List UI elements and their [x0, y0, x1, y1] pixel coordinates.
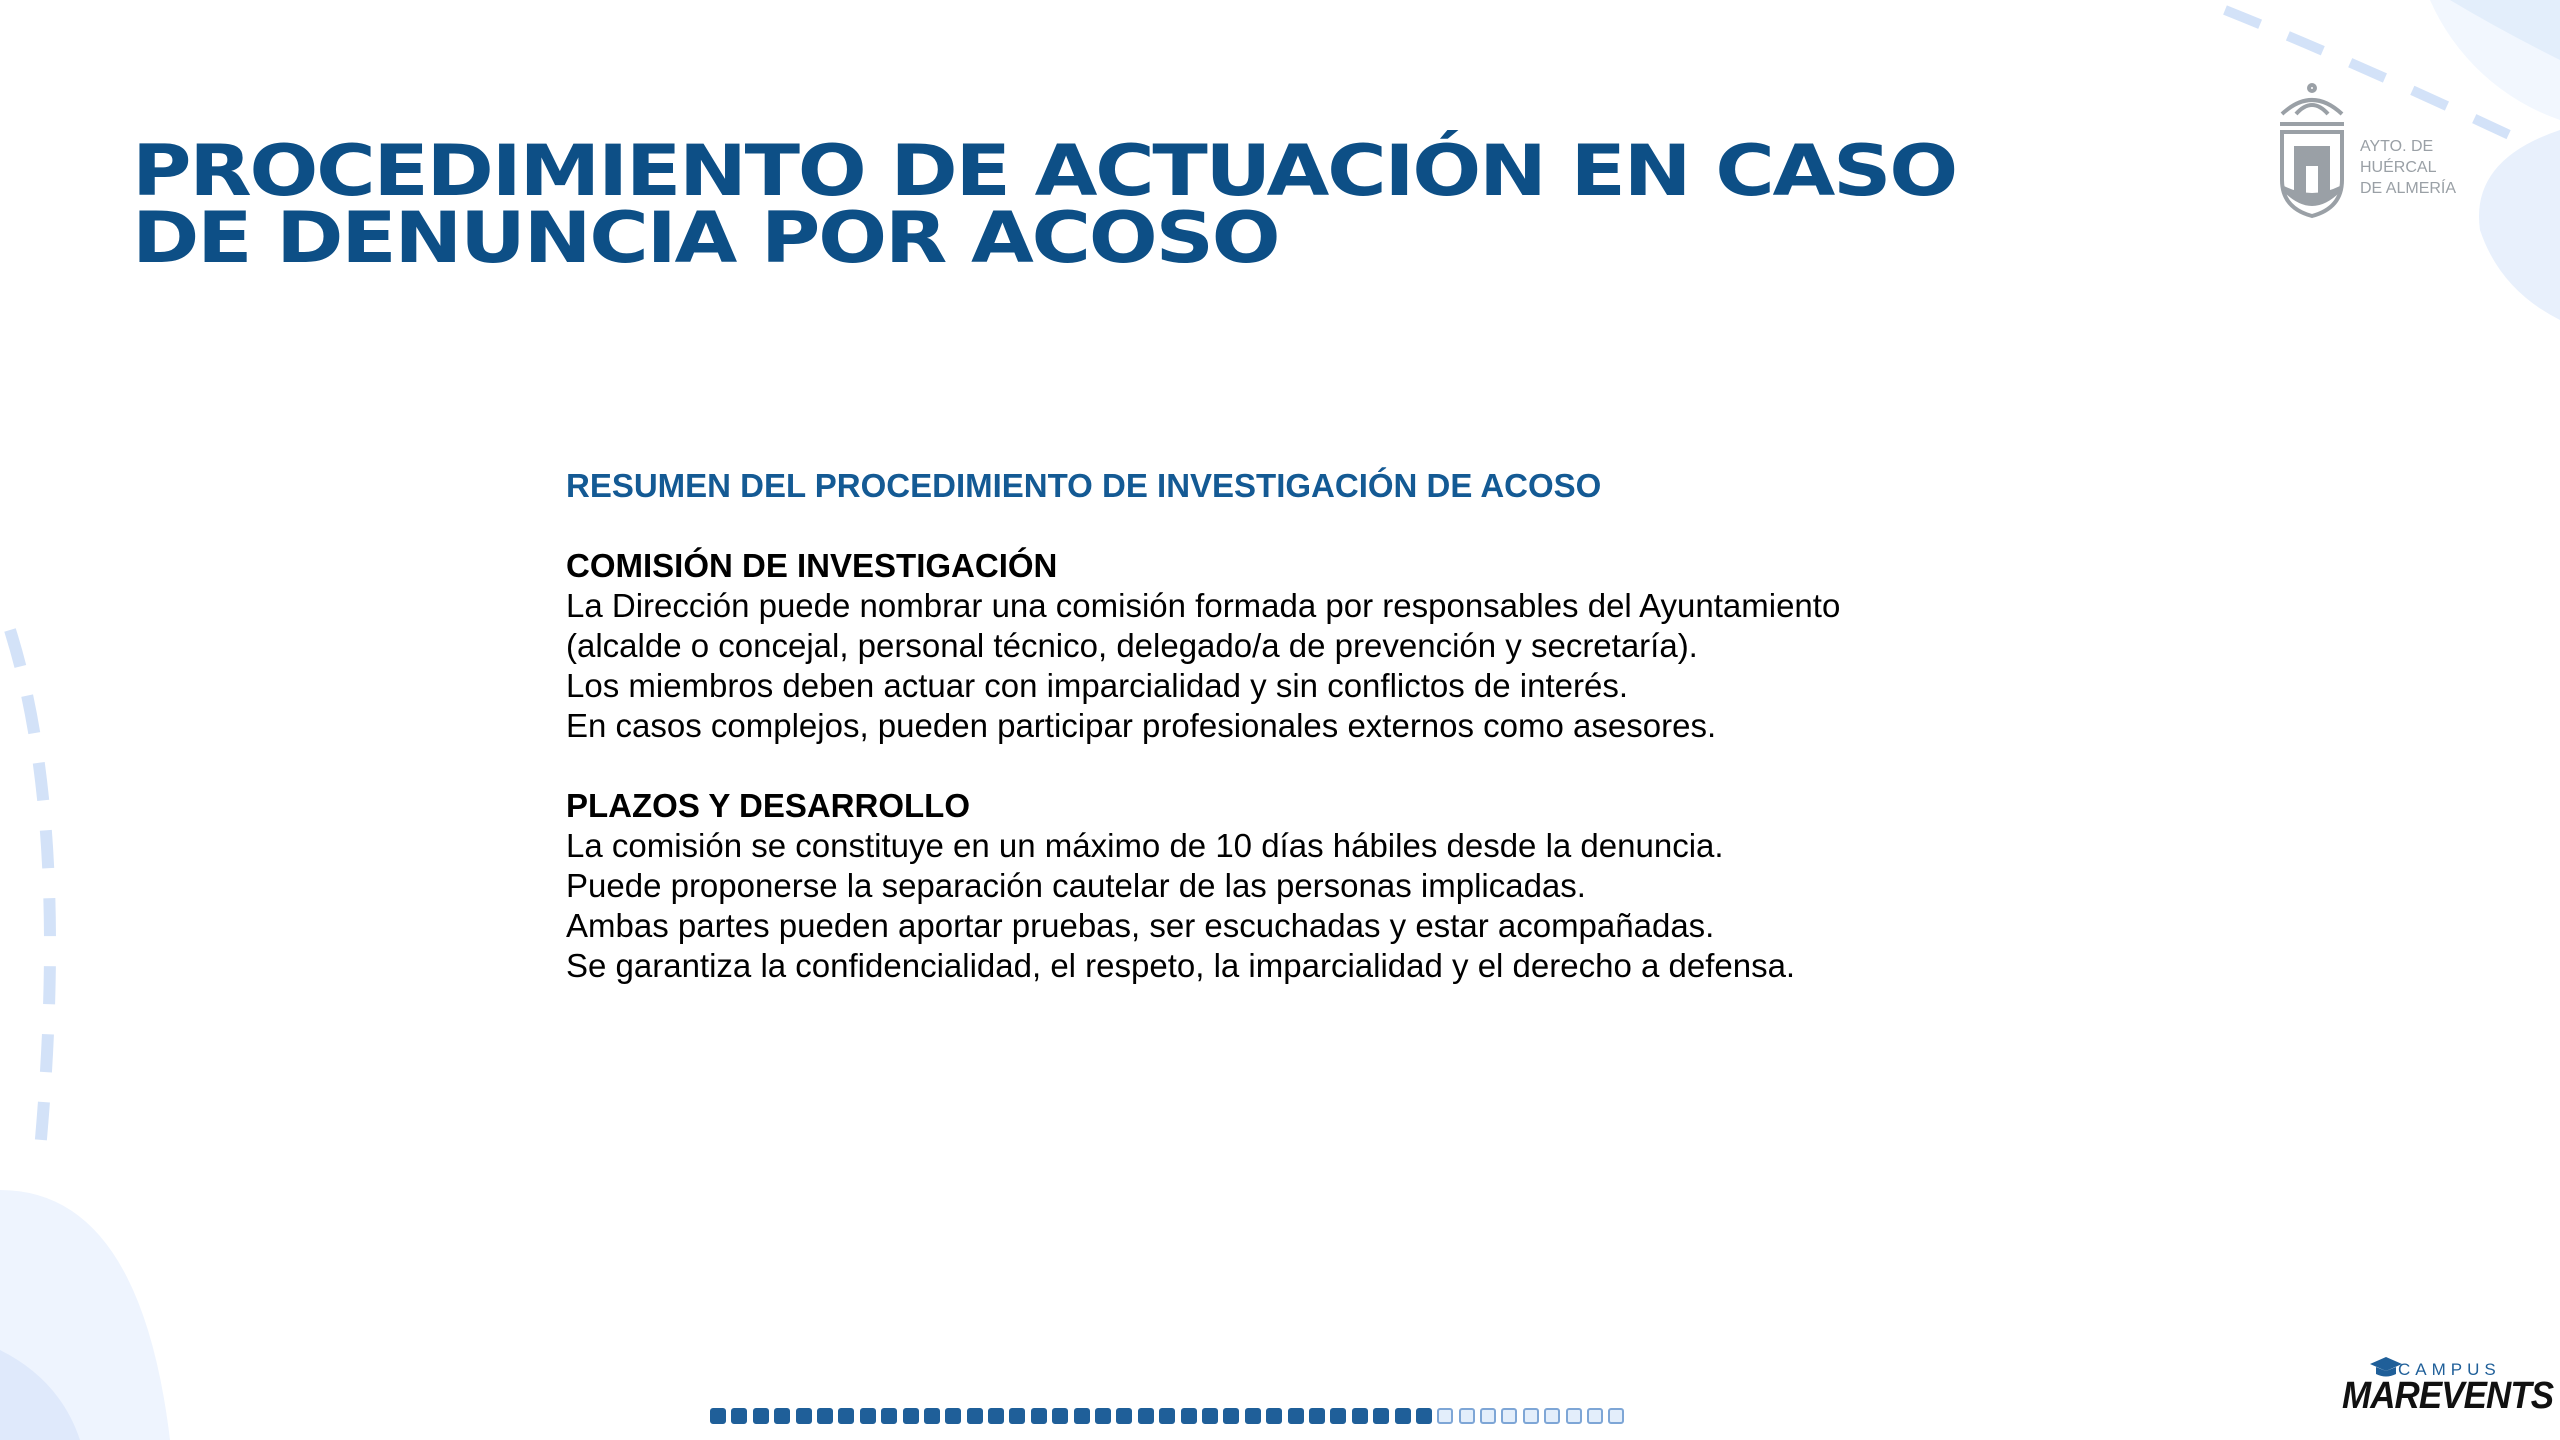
section-line: Puede proponerse la separación cautelar de las personas implicadas. — [566, 867, 1586, 904]
progress-step-completed — [753, 1408, 769, 1424]
progress-step-completed — [924, 1408, 940, 1424]
progress-step-pending — [1523, 1408, 1539, 1424]
progress-step-completed — [1159, 1408, 1175, 1424]
progress-step-completed — [1395, 1408, 1411, 1424]
progress-step-completed — [1288, 1408, 1304, 1424]
section-heading: PLAZOS Y DESARROLLO — [566, 787, 970, 824]
slide-progress-bar — [710, 1408, 1624, 1428]
logo-text — [2360, 136, 2456, 199]
slide-title-line: DE DENUNCIA POR ACOSO — [132, 197, 1279, 279]
progress-step-completed — [1116, 1408, 1132, 1424]
progress-step-completed — [860, 1408, 876, 1424]
progress-step-completed — [967, 1408, 983, 1424]
progress-step-pending — [1480, 1408, 1496, 1424]
section-line: La Dirección puede nombrar una comisión formada por responsables del Ayuntamiento — [566, 587, 1841, 624]
progress-step-pending — [1608, 1408, 1624, 1424]
progress-step-completed — [1309, 1408, 1325, 1424]
progress-step-completed — [710, 1408, 726, 1424]
progress-step-completed — [1138, 1408, 1154, 1424]
logo-text-line: DE ALMERÍA — [2360, 180, 2457, 197]
progress-step-completed — [731, 1408, 747, 1424]
section-deadlines — [566, 786, 2066, 986]
section-line: En casos complejos, pueden participar profesionales externos como asesores. — [566, 707, 1717, 744]
progress-step-completed — [903, 1408, 919, 1424]
section-commission — [566, 546, 2066, 746]
progress-step-completed — [1223, 1408, 1239, 1424]
progress-step-completed — [1416, 1408, 1432, 1424]
progress-step-pending — [1544, 1408, 1560, 1424]
slide-title-line: PROCEDIMIENTO DE ACTUACIÓN EN CASO — [132, 130, 1956, 212]
progress-step-completed — [1245, 1408, 1261, 1424]
section-line: Ambas partes pueden aportar pruebas, ser escuchadas y estar acompañadas. — [566, 907, 1715, 944]
progress-step-completed — [945, 1408, 961, 1424]
progress-step-pending — [1566, 1408, 1582, 1424]
section-line: Los miembros deben actuar con imparcialidad y sin conflictos de interés. — [566, 667, 1629, 704]
progress-step-completed — [1330, 1408, 1346, 1424]
section-line: Se garantiza la confidencialidad, el respeto, la imparcialidad y el derecho a defensa. — [566, 947, 1796, 984]
progress-step-completed — [796, 1408, 812, 1424]
progress-step-pending — [1459, 1408, 1475, 1424]
progress-step-completed — [881, 1408, 897, 1424]
progress-step-completed — [1266, 1408, 1282, 1424]
section-heading: COMISIÓN DE INVESTIGACIÓN — [566, 547, 1058, 584]
section-line: (alcalde o concejal, personal técnico, delegado/a de prevención y secretaría). — [566, 627, 1698, 664]
logo-text-line: HUÉRCAL — [2360, 159, 2437, 176]
logo-text-line: AYTO. DE — [2360, 138, 2434, 155]
progress-step-completed — [1181, 1408, 1197, 1424]
progress-step-completed — [774, 1408, 790, 1424]
slide-subtitle: RESUMEN DEL PROCEDIMIENTO DE INVESTIGACIÓN DE ACOSO — [566, 467, 1602, 504]
progress-step-completed — [1352, 1408, 1368, 1424]
progress-step-completed — [1031, 1408, 1047, 1424]
slide-title — [132, 130, 1956, 279]
progress-step-completed — [1095, 1408, 1111, 1424]
progress-step-completed — [1202, 1408, 1218, 1424]
progress-step-completed — [1009, 1408, 1025, 1424]
progress-step-pending — [1501, 1408, 1517, 1424]
progress-step-completed — [1373, 1408, 1389, 1424]
progress-step-pending — [1437, 1408, 1453, 1424]
section-line: La comisión se constituye en un máximo de 10 días hábiles desde la denuncia. — [566, 827, 1724, 864]
brand-logo-text: MAREVENTS — [2342, 1375, 2554, 1417]
progress-step-completed — [1052, 1408, 1068, 1424]
progress-step-pending — [1587, 1408, 1603, 1424]
progress-step-completed — [988, 1408, 1004, 1424]
progress-step-completed — [1074, 1408, 1090, 1424]
progress-step-completed — [838, 1408, 854, 1424]
brand-top-text: CAMPUS — [2398, 1360, 2501, 1379]
slide-content — [566, 466, 2066, 986]
progress-step-completed — [817, 1408, 833, 1424]
